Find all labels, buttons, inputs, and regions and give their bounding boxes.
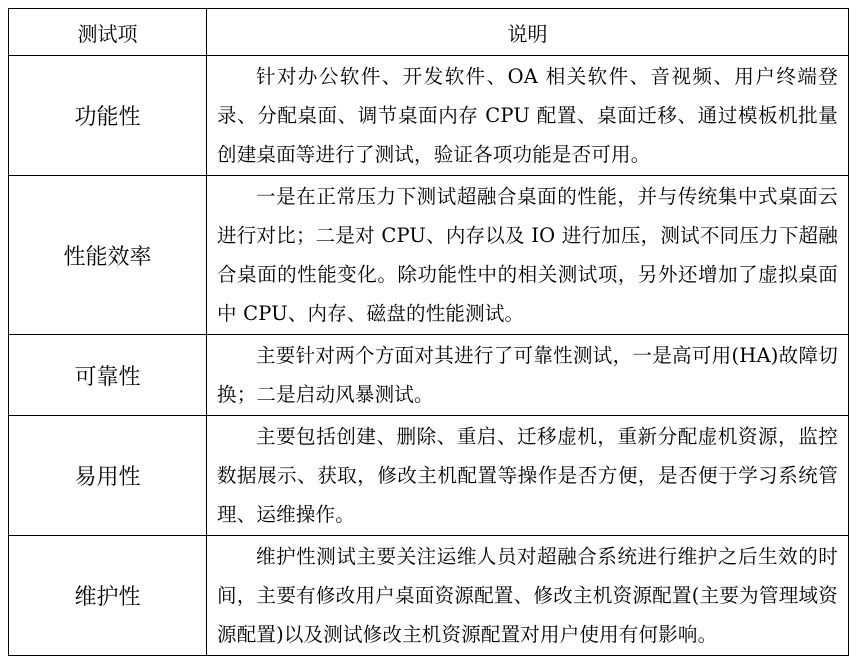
description-usability: 主要包括创建、删除、重启、迁移虚机，重新分配虚机资源，监控数据展示、获取，修改主机配置等操作是否方便，是否便于学习系统管理、运维操作。 [207, 416, 849, 536]
table-header-row [9, 9, 849, 56]
test-item-reliability: 可靠性 [9, 335, 207, 416]
column-header-description: 说明 [207, 9, 849, 56]
table-row [9, 335, 849, 416]
table-row [9, 176, 849, 335]
description-functionality: 针对办公软件、开发软件、OA 相关软件、音视频、用户终端登录、分配桌面、调节桌面内存 CPU 配置、桌面迁移、通过模板机批量创建桌面等进行了测试，验证各项功能是否可用。 [207, 56, 849, 176]
test-item-functionality: 功能性 [9, 56, 207, 176]
column-header-item: 测试项 [9, 9, 207, 56]
description-maintainability: 维护性测试主要关注运维人员对超融合系统进行维护之后生效的时间，主要有修改用户桌面资源配置、修改主机资源配置(主要为管理域资源配置)以及测试修改主机资源配置对用户使用有何影响。 [207, 536, 849, 656]
description-performance: 一是在正常压力下测试超融合桌面的性能，并与传统集中式桌面云进行对比；二是对 CPU、内存以及 IO 进行加压，测试不同压力下超融合桌面的性能变化。除功能性中的相关测试项，另外还增加了虚拟桌面中 CPU、内存、磁盘的性能测试。 [207, 176, 849, 335]
table-row [9, 536, 849, 656]
description-reliability: 主要针对两个方面对其进行了可靠性测试，一是高可用(HA)故障切换；二是启动风暴测试。 [207, 335, 849, 416]
table-row [9, 56, 849, 176]
test-item-maintainability: 维护性 [9, 536, 207, 656]
test-items-table [8, 8, 849, 656]
test-item-performance: 性能效率 [9, 176, 207, 335]
test-item-usability: 易用性 [9, 416, 207, 536]
table-row [9, 416, 849, 536]
